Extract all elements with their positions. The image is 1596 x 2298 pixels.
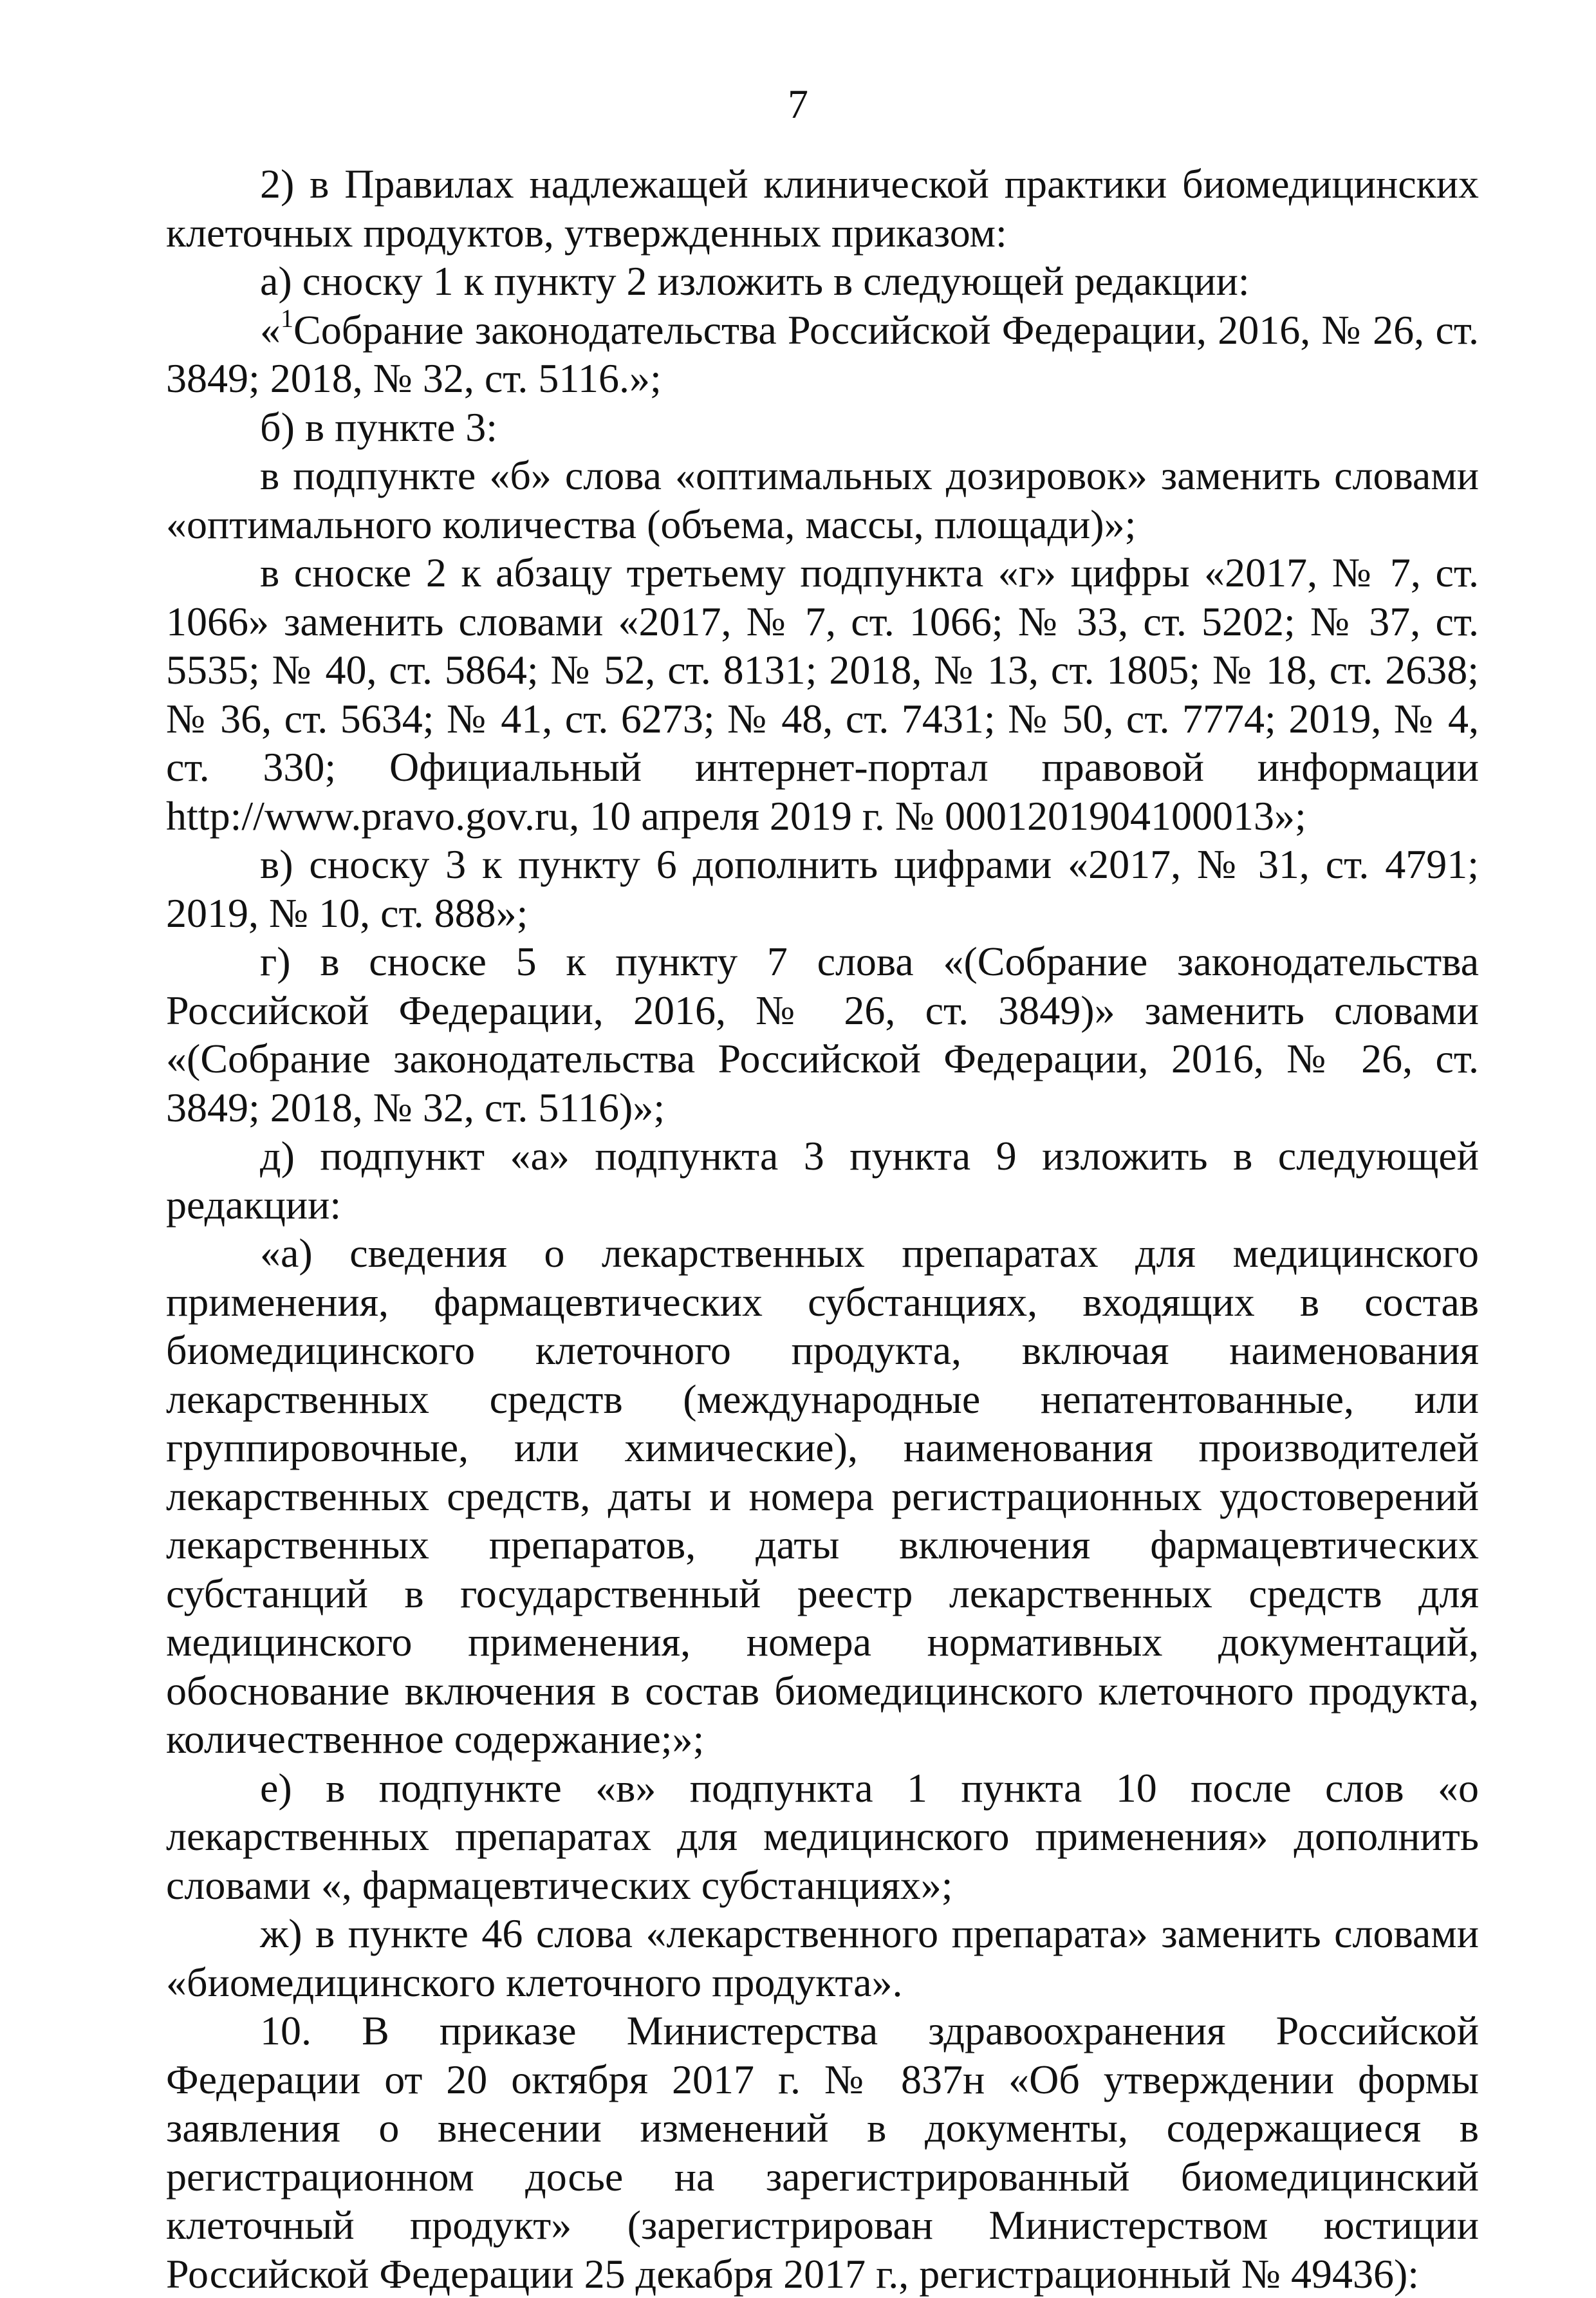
paragraph-v-footnote-3: в) сноску 3 к пункту 6 дополнить цифрами «2017, № 31, ст. 4791; 2019, № 10, ст. 888»;: [166, 841, 1479, 936]
quote-open: «: [260, 306, 281, 353]
paragraph-subpoint-b: в подпункте «б» слова «оптимальных дозировок» заменить словами «оптимального количества (объема, массы, площади)»;: [166, 453, 1479, 547]
page-number: 7: [788, 81, 808, 127]
paragraph-zh-point-46: ж) в пункте 46 слова «лекарственного препарата» заменить словами «биомедицинского клеточного продукта».: [166, 1910, 1479, 2005]
paragraph-b-point-3: б) в пункте 3:: [260, 404, 497, 450]
paragraph-a-footnote-1: а) сноску 1 к пункту 2 изложить в следующей редакции:: [260, 258, 1250, 304]
paragraph-10-order-837n: 10. В приказе Министерства здравоохранения Российской Федерации от 20 октября 2017 г. № 837н «Об утверждении формы заявления о внесении изменений в документы, содержащиеся в регистрационном досье на зарегистрированный биомедицинский клеточный продукт» (зарегистрирован Министерством юстиции Российской Федерации 25 декабря 2017 г., регистрационный № 49436):: [166, 2008, 1479, 2297]
paragraph-footnote-1-text: [166, 303, 1479, 403]
paragraph-quoted-a-information: «а) сведения о лекарственных препаратах для медицинского применения, фармацевтических субстанциях, входящих в состав биомедицинского клеточного продукта, включая наименования лекарственных средств (международные непатентованные, или группировочные, или химические), наименования производителей лекарственных средств, даты и номера регистрационных удостоверений лекарственных препаратов, даты включения фармацевтических субстанций в государственный реестр лекарственных средств для медицинского применения, номера нормативных документаций, обоснование включения в состав биомедицинского клеточного продукта, количественное содержание;»;: [166, 1230, 1479, 1762]
footnote-1-body: Собрание законодательства Российской Федерации, 2016, № 26, ст. 3849; 2018, № 32, ст. 5116.»;: [166, 306, 1479, 401]
paragraph-footnote-2: в сноске 2 к абзацу третьему подпункта «г» цифры «2017, № 7, ст. 1066» заменить словами «2017, № 7, ст. 1066; № 33, ст. 5202; № 37, ст. 5535; № 40, ст. 5864; № 52, ст. 8131; 2018, № 13, ст. 1805; № 18, ст. 2638; № 36, ст. 5634; № 41, ст. 6273; № 48, ст. 7431; № 50, ст. 7774; 2019, № 4, ст. 330; Официальный интернет-портал правовой информации http://www.pravo.gov.ru, 10 апреля 2019 г. № 0001201904100013»;: [166, 550, 1479, 839]
footnote-marker: 1: [281, 303, 293, 333]
paragraph-g-footnote-5: г) в сноске 5 к пункту 7 слова «(Собрание законодательства Российской Федерации, 2016, № 26, ст. 3849)» заменить словами «(Собрание законодательства Российской Федерации, 2016, № 26, ст. 3849; 2018, № 32, ст. 5116)»;: [166, 939, 1479, 1130]
paragraph-d-subpoint-a: д) подпункт «а» подпункта 3 пункта 9 изложить в следующей редакции:: [166, 1133, 1479, 1228]
paragraph-e-subpoint-v: е) в подпункте «в» подпункта 1 пункта 10 после слов «о лекарственных препаратах для медицинского применения» дополнить словами «, фармацевтических субстанциях»;: [166, 1764, 1479, 1908]
document-body: [166, 160, 1479, 2298]
paragraph-2-rules-gcp: 2) в Правилах надлежащей клинической практики биомедицинских клеточных продуктов, утвержденных приказом:: [166, 161, 1479, 256]
